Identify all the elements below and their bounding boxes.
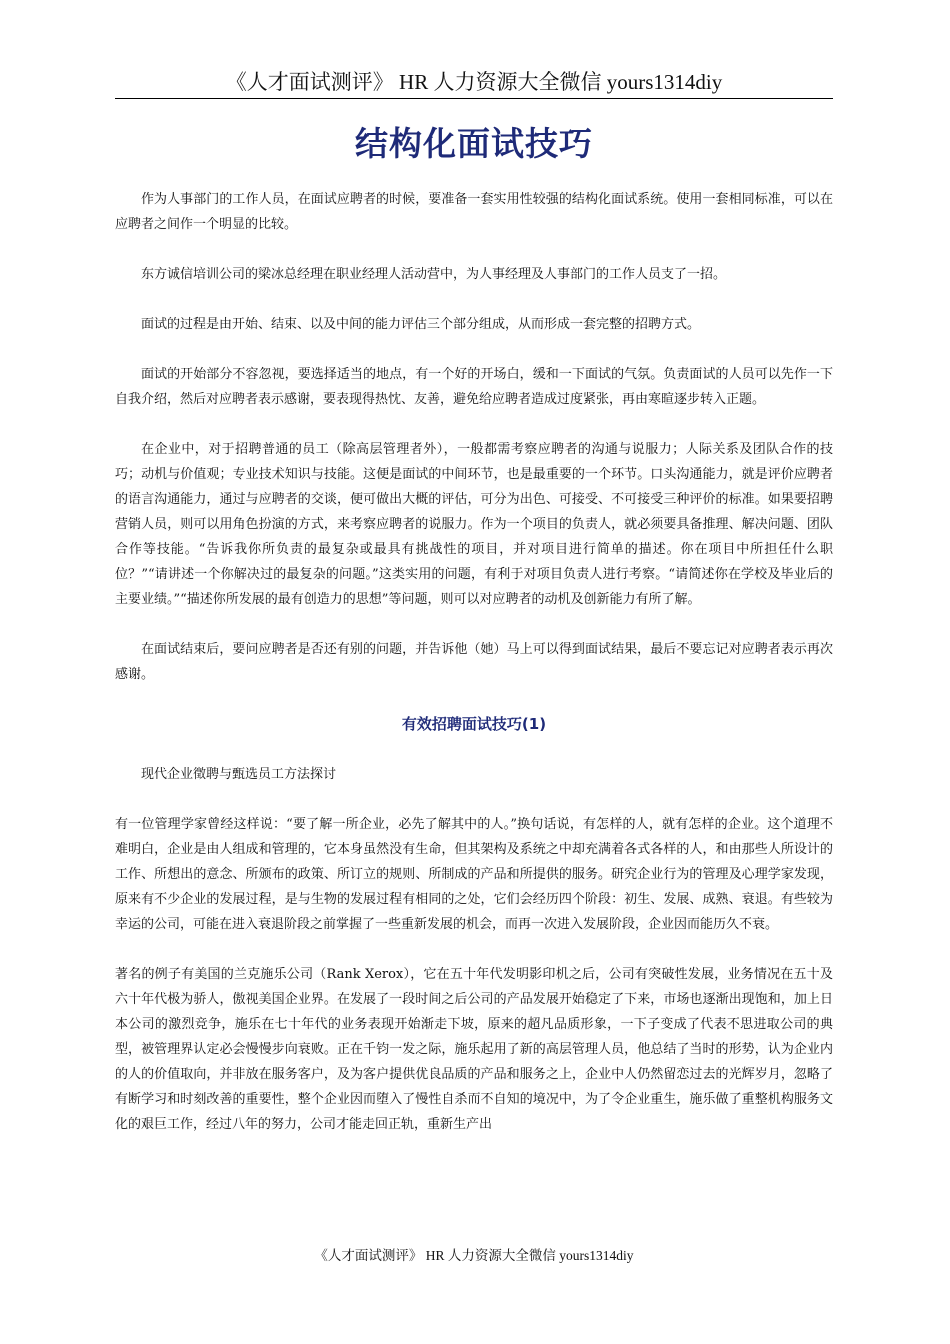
document-title: 结构化面试技巧 (355, 124, 593, 163)
paragraph: 作为人事部门的工作人员，在面试应聘者的时候，要准备一套实用性较强的结构化面试系统。使用一套相同标准，可以在应聘者之间作一个明显的比较。 (115, 192, 833, 232)
page-footer: 《人才面试测评》 HR 人力资源大全微信 yours1314diy (314, 1248, 634, 1263)
document-body (115, 187, 833, 1162)
paragraph: 有一位管理学家曾经这样说：“要了解一所企业，必先了解其中的人。”换句话说，有怎样的人，就有怎样的企业。这个道理不难明白，企业是由人组成和管理的，它本身虽然没有生命，但其架构及系统之中却充满着各式各样的人，和由那些人所设计的工作、所想出的意念、所颁布的政策、所订立的规则、所制成的产品和所提供的服务。研究企业行为的管理及心理学家发现，原来有不少企业的发展过程，是与生物的发展过程有相同的之处，它们会经历四个阶段：初生、发展、成熟、衰退。有些较为幸运的公司，可能在进入衰退阶段之前掌握了一些重新发展的机会，而再一次进入发展阶段，企业因而能历久不衰。 (115, 817, 833, 932)
header-divider (115, 98, 833, 99)
paragraph: 著名的例子有美国的兰克施乐公司（Rank Xerox），它在五十年代发明影印机之后，公司有突破性发展，业务情况在五十及六十年代极为骄人，傲视美国企业界。在发展了一段时间之后公司的产品发展开始稳定了下来，市场也逐渐出现饱和，加上日本公司的激烈竞争，施乐在七十年代的业务表现开始渐走下坡，原来的超凡品质形象，一下子变成了代表不思进取公司的典型，被管理界认定必会慢慢步向衰败。正在千钧一发之际，施乐起用了新的高层管理人员，他总结了当时的形势，认为企业内的人的价值取向，并非放在服务客户，及为客户提供优良品质的产品和服务之上，企业中人仍然留恋过去的光辉岁月，忽略了有断学习和时刻改善的重要性，整个企业因而堕入了慢性自杀而不自知的境况中，为了令企业重生，施乐做了重整机构服务文化的艰巨工作，经过八年的努力，公司才能走回正轨，重新生产出 (115, 967, 833, 1132)
section-subtitle: 现代企业徵聘与甄选员工方法探讨 (141, 767, 337, 782)
section-heading: 有效招聘面试技巧(1) (401, 715, 547, 733)
paragraph: 东方诚信培训公司的梁冰总经理在职业经理人活动营中，为人事经理及人事部门的工作人员支了一招。 (141, 267, 727, 282)
paragraph: 在面试结束后，要问应聘者是否还有别的问题，并告诉他（她）马上可以得到面试结果，最后不要忘记对应聘者表示再次感谢。 (115, 642, 833, 682)
paragraph: 面试的开始部分不容忽视，要选择适当的地点，有一个好的开场白，缓和一下面试的气氛。负责面试的人员可以先作一下自我介绍，然后对应聘者表示感谢，要表现得热忱、友善，避免给应聘者造成过度紧张，再由寒暄逐步转入正题。 (115, 367, 833, 407)
paragraph: 面试的过程是由开始、结束、以及中间的能力评估三个部分组成，从而形成一套完整的招聘方式。 (141, 317, 701, 332)
paragraph: 在企业中，对于招聘普通的员工（除高层管理者外），一般都需考察应聘者的沟通与说服力；人际关系及团队合作的技巧；动机与价值观；专业技术知识与技能。这便是面试的中间环节，也是最重要的一个环节。口头沟通能力，就是评价应聘者的语言沟通能力，通过与应聘者的交谈，便可做出大概的评估，可分为出色、可接受、不可接受三种评价的标准。如果要招聘营销人员，则可以用角色扮演的方式，来考察应聘者的说服力。作为一个项目的负责人，就必须要具备推理、解决问题、团队合作等技能。“告诉我你所负责的最复杂或最具有挑战性的项目，并对项目进行简单的描述。你在项目中所担任什么职位？”“请讲述一个你解决过的最复杂的问题。”这类实用的问题，有利于对项目负责人进行考察。“请简述你在学校及毕业后的主要业绩。”“描述你所发展的最有创造力的思想”等问题，则可以对应聘者的动机及创新能力有所了解。 (115, 442, 833, 607)
page-header: 《人才面试测评》 HR 人力资源大全微信 yours1314diy (225, 70, 723, 94)
